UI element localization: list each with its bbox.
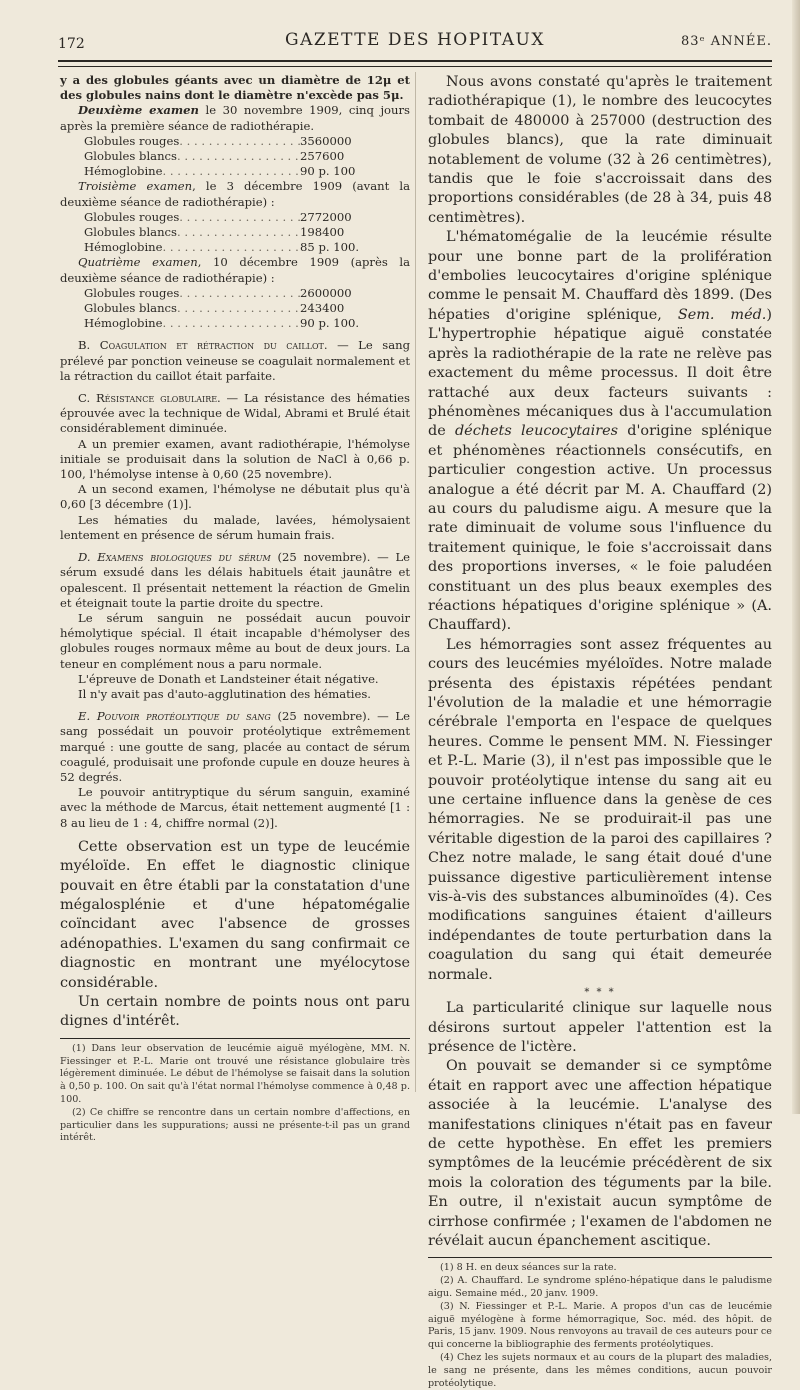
volume-year: 83ᵉ ANNÉE. xyxy=(681,34,772,49)
exam3-label: Troisième examen xyxy=(78,179,193,194)
footnote: (1) Dans leur observation de leucémie aiguë myélogène, MM. N. Fiessinger et P.-L. Marie ont trouvé une résistance globulaire très légèrement diminuée. Le début de l'hémolyse se faisait dans la solution à 0,50 p. 100. On sait qu'à l'état normal l'hémolyse commence à 0,48 p. 100. xyxy=(60,1042,410,1105)
body-paragraph: Cette observation est un type de leucémie myéloïde. En effet le diagnostic clinique pouvait en être établi par la constatation d'une mégalosplénie et d'une hépatomégalie coïncidant avec l'absence de grosses adénopathies. L'examen du sang confirmait ce diagnostic en montrant une myélocytose considérable. xyxy=(60,838,410,991)
journal-title: GAZETTE DES HOPITAUX xyxy=(284,30,545,50)
section-e-paragraph: Le pouvoir antitryptique du sérum sanguin, examiné avec la méthode de Marcus, était nettement augmenté [1 : 8 au lieu de 1 : 4, chiffre normal (2)]. xyxy=(60,785,410,830)
footnote-rule xyxy=(428,1257,772,1258)
section-d-paragraph: Il n'y avait pas d'auto-agglutination des hématies. xyxy=(78,686,371,701)
header-rule-thin xyxy=(58,66,772,67)
intro-text: y a des globules géants avec un diamètre de 12μ et des globules nains dont le diamètre n'excède pas 5μ. xyxy=(60,73,410,103)
footnote: (3) N. Fiessinger et P.-L. Marie. A propos d'un cas de leucémie aiguë myélogène à forme hémorragique, Soc. méd. des hôpit. de Paris, 15 janv. 1909. Nous renvoyons au travail de ces auteurs pour ce qui concerne la bibliographie des ferments protéolytiques. xyxy=(428,1300,772,1351)
header-rule xyxy=(58,60,772,62)
section-b: B. Coagulation et rétraction du caillot. — Le sang prélevé par ponction veineuse se coagulait normalement et la rétraction du caillot était parfaite. xyxy=(60,338,410,383)
exam4-paragraph xyxy=(60,255,410,285)
page-edge xyxy=(792,0,800,1114)
column-separator xyxy=(415,72,416,1092)
footnote-rule xyxy=(60,1038,410,1039)
table-row: Globules rouges . . . 3560000 xyxy=(84,134,410,149)
section-d-paragraph: L'épreuve de Donath et Landsteiner était négative. xyxy=(78,671,379,686)
exam4-table xyxy=(60,286,410,332)
body-paragraph: On pouvait se demander si ce symptôme était en rapport avec une affection hépatique associée à la leucémie. L'analyse des manifestations cliniques n'était pas en faveur de cette hypothèse. En effet les premiers symptômes de la leucémie précédèrent de six mois la coloration des téguments par la bile. En outre, il n'existait aucun symptôme de cirrhose confirmée ; l'examen de l'abdomen ne révélait aucun épanchement ascitique. xyxy=(428,1058,772,1249)
emphasis: déchets leucocytaires xyxy=(454,423,618,440)
body-paragraph: L'hématomégalie de la leucémie résulte pour une bonne part de la prolifération d'embolies leucocytaires d'origine splénique comme le pensait M. Chauffard dès 1899. (Des hépaties d'origine splénique, Sem. méd.) L'hypertrophie hépatique aiguë constatée après la radiothérapie de la rate ne relève pas exactement du même processus. Il doit être rattaché aux deux facteurs suivants : phénomènes mécaniques dus à l'accumulation de déchets leucocytaires d'origine splénique et phénomènes réactionnels consécutifs, en particulier congestion active. Un processus analogue a été décrit par M. A. Chauffard (2) au cours du paludisme aigu. A mesure que la rate diminuait de volume sous l'influence du traitement quinique, le foie s'accroissait dans des proportions inverses, « le foie paludéen constituant un des plus beaux exemples des réactions hépatiques d'origine splénique » (A. Chauffard). xyxy=(428,229,773,634)
section-d-heading: D. Examens biologiques du sérum xyxy=(78,550,271,565)
section-break-stars: * * * xyxy=(584,987,616,999)
section-b-heading: B. Coagulation et rétraction du caillot. xyxy=(78,338,328,353)
table-row: Hémoglobine . . . 90 p. 100 xyxy=(84,164,410,179)
footnote: (2) Ce chiffre se rencontre dans un certain nombre d'affections, en particulier dans les suppurations; aussi ne présente-t-il pas un grand intérêt. xyxy=(60,1106,410,1144)
section-c-paragraph: A un second examen, l'hémolyse ne débutait plus qu'à 0,60 [3 décembre (1)]. xyxy=(60,482,410,512)
body-paragraph: Les hémorragies sont assez fréquentes au cours des leucémies myéloïdes. Notre malade présenta des épistaxis répétées pendant l'évolution de la maladie et une hémorragie cérébrale l'emporta en l'espace de quelques heures. Comme le pensent MM. N. Fiessinger et P.-L. Marie (3), il n'est pas impossible que le pouvoir protéolytique intense du sang ait eu une certaine influence dans la genèse de ces hémorragies. Ne se produirait-il pas une véritable digestion de la paroi des capillaires ? Chez notre malade, le sang était doué d'une puissance digestive particulièrement intense vis-à-vis des substances albuminoïdes (4). Ces modifications sanguines étaient d'ailleurs indépendantes de toute perturbation dans la coagulation du sang qui était demeurée normale. xyxy=(428,636,772,983)
table-row: Globules rouges . . . 2600000 xyxy=(84,286,410,301)
section-d: D. Examens biologiques du sérum (25 novembre). — Le sérum exsudé dans les délais habituels était jaunâtre et opalescent. Il présentait nettement la réaction de Gmelin et éteignait toute la partie droite du spectre. xyxy=(60,550,411,610)
running-header xyxy=(58,28,772,54)
section-c-paragraph: Les hématies du malade, lavées, hémolysaient lentement en présence de sérum humain frais. xyxy=(60,512,410,542)
footnote: (4) Chez les sujets normaux et au cours de la plupart des maladies, le sang ne présente, dans les mêmes conditions, aucun pouvoir protéolytique. xyxy=(428,1351,772,1389)
footnote: (2) A. Chauffard. Le syndrome spléno-hépatique dans le paludisme aigu. Semaine méd., 20 janv. 1909. xyxy=(428,1275,772,1299)
section-e-heading: E. Pouvoir protéolytique du sang xyxy=(78,709,271,724)
table-row: Globules blancs . . . 243400 xyxy=(84,301,410,316)
table-row: Hémoglobine . . . 90 p. 100. xyxy=(84,316,410,331)
section-c: C. Résistance globulaire. — La résistance des hématies éprouvée avec la technique de Widal, Abrami et Brulé était considérablement diminuée. xyxy=(60,391,410,436)
table-row: Globules rouges . . . 2772000 xyxy=(84,210,410,225)
body-paragraph: Un certain nombre de points nous ont paru dignes d'intérêt. xyxy=(60,994,410,1030)
exam3-paragraph xyxy=(60,179,410,209)
table-row: Globules blancs . . . 198400 xyxy=(84,225,410,240)
section-d-paragraph: Le sérum sanguin ne possédait aucun pouvoir hémolytique spécial. Il était incapable d'hémolyser des globules rouges normaux même au bout de deux jours. La teneur en complément nous a paru normale. xyxy=(60,610,410,671)
exam3-table xyxy=(60,210,410,256)
section-c-paragraph: A un premier examen, avant radiothérapie, l'hémolyse initiale se produisait dans la solution de NaCl à 0,66 p. 100, l'hémolyse intense à 0,60 (25 novembre). xyxy=(60,436,410,482)
left-column xyxy=(60,73,410,1145)
table-row: Globules blancs . . . 257600 xyxy=(84,149,410,164)
right-column xyxy=(428,73,772,1390)
exam4-text: , 10 décembre 1909 (après la deuxième séance de radiothérapie) : xyxy=(60,255,411,285)
body-paragraph: La particularité clinique sur laquelle nous désirons surtout appeler l'attention est la présence de l'ictère. xyxy=(428,1000,772,1055)
exam2-text: le 30 novembre 1909, cinq jours après la première séance de radiothérapie. xyxy=(60,103,410,133)
exam2-paragraph xyxy=(60,103,410,133)
table-row: Hémoglobine . . . 85 p. 100. xyxy=(84,240,410,255)
journal-reference: Sem. méd. xyxy=(677,306,767,323)
exam2-table xyxy=(60,134,410,180)
body-paragraph: Nous avons constaté qu'après le traitement radiothérapique (1), le nombre des leucocytes tombait de 480000 à 257000 (destruction des globules blancs), que la rate diminuait notablement de volume (32 à 26 centimètres), tandis que le foie s'accroissait dans des proportions considérables (de 28 à 34, puis 48 centimètres). xyxy=(428,74,772,226)
exam2-label: Deuxième examen xyxy=(78,103,199,118)
section-e: E. Pouvoir protéolytique du sang (25 novembre). — Le sang possédait un pouvoir protéolytique extrêmement marqué : une goutte de sang, placée au contact de sérum coagulé, produisait une profonde cupule en douze heures à 52 degrés. xyxy=(60,709,410,784)
footnote: (1) 8 H. en deux séances sur la rate. xyxy=(440,1262,617,1274)
exam3-text: , le 3 décembre 1909 (avant la deuxième séance de radiothérapie) : xyxy=(60,179,410,209)
exam4-label: Quatrième examen xyxy=(78,255,198,270)
page-number: 172 xyxy=(58,36,85,52)
section-c-heading: C. Résistance globulaire. xyxy=(78,391,221,406)
